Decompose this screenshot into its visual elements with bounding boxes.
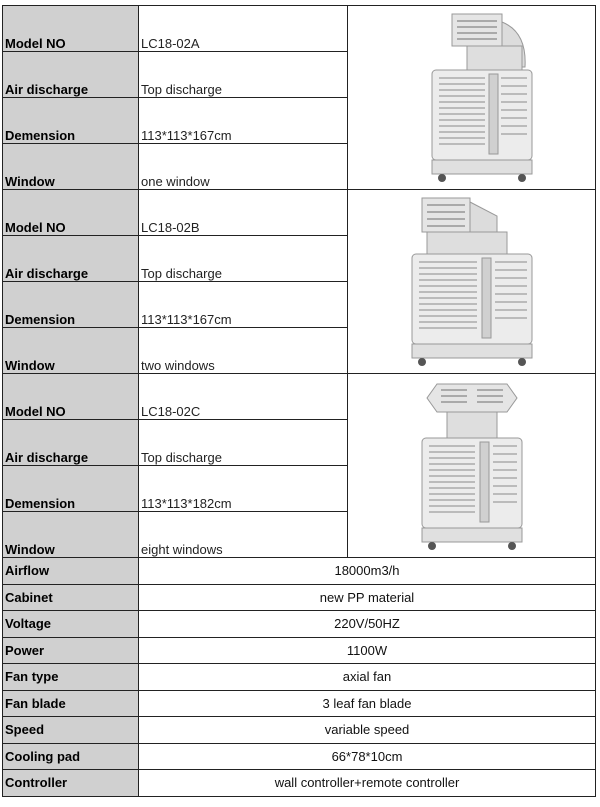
row-label: Air discharge [3, 420, 139, 466]
row-label: Model NO [3, 374, 139, 420]
spec-value: axial fan [139, 664, 596, 691]
spec-row-speed [3, 717, 596, 744]
model-a-row-model [3, 6, 596, 52]
spec-row-controller [3, 770, 596, 797]
row-label: Model NO [3, 6, 139, 52]
spec-value: 66*78*10cm [139, 743, 596, 770]
spec-table [2, 5, 596, 797]
row-label: Window [3, 512, 139, 558]
spec-row-voltage [3, 611, 596, 638]
model-a-image-cell [348, 6, 596, 190]
spec-value: new PP material [139, 584, 596, 611]
spec-value: wall controller+remote controller [139, 770, 596, 797]
row-label: Demension [3, 466, 139, 512]
row-label: Window [3, 144, 139, 190]
spec-label: Cooling pad [3, 743, 139, 770]
row-value: 113*113*182cm [139, 466, 348, 512]
air-cooler-two-windows-icon [397, 196, 547, 368]
row-value: 113*113*167cm [139, 98, 348, 144]
spec-row-cabinet [3, 584, 596, 611]
spec-label: Fan type [3, 664, 139, 691]
model-c-row-model [3, 374, 596, 420]
spec-label: Power [3, 637, 139, 664]
spec-row-airflow [3, 558, 596, 585]
row-label: Demension [3, 98, 139, 144]
row-label: Model NO [3, 190, 139, 236]
spec-label: Speed [3, 717, 139, 744]
spec-value: variable speed [139, 717, 596, 744]
spec-label: Cabinet [3, 584, 139, 611]
spec-row-cooling-pad [3, 743, 596, 770]
row-value: LC18-02C [139, 374, 348, 420]
row-value: Top discharge [139, 420, 348, 466]
row-value: one window [139, 144, 348, 190]
row-label: Demension [3, 282, 139, 328]
air-cooler-eight-windows-icon [397, 380, 547, 552]
row-value: LC18-02A [139, 6, 348, 52]
row-label: Window [3, 328, 139, 374]
row-value: LC18-02B [139, 190, 348, 236]
row-value: Top discharge [139, 236, 348, 282]
row-label: Air discharge [3, 52, 139, 98]
row-value: Top discharge [139, 52, 348, 98]
spec-value: 1100W [139, 637, 596, 664]
spec-row-fan-type [3, 664, 596, 691]
model-c-image-cell [348, 374, 596, 558]
spec-value: 3 leaf fan blade [139, 690, 596, 717]
row-value: 113*113*167cm [139, 282, 348, 328]
spec-row-power [3, 637, 596, 664]
model-b-row-model [3, 190, 596, 236]
spec-value: 220V/50HZ [139, 611, 596, 638]
spec-value: 18000m3/h [139, 558, 596, 585]
row-value: eight windows [139, 512, 348, 558]
model-b-image-cell [348, 190, 596, 374]
spec-label: Fan blade [3, 690, 139, 717]
air-cooler-one-window-icon [397, 12, 547, 184]
row-label: Air discharge [3, 236, 139, 282]
row-value: two windows [139, 328, 348, 374]
spec-label: Voltage [3, 611, 139, 638]
spec-label: Airflow [3, 558, 139, 585]
spec-sheet [2, 5, 595, 797]
spec-row-fan-blade [3, 690, 596, 717]
spec-label: Controller [3, 770, 139, 797]
